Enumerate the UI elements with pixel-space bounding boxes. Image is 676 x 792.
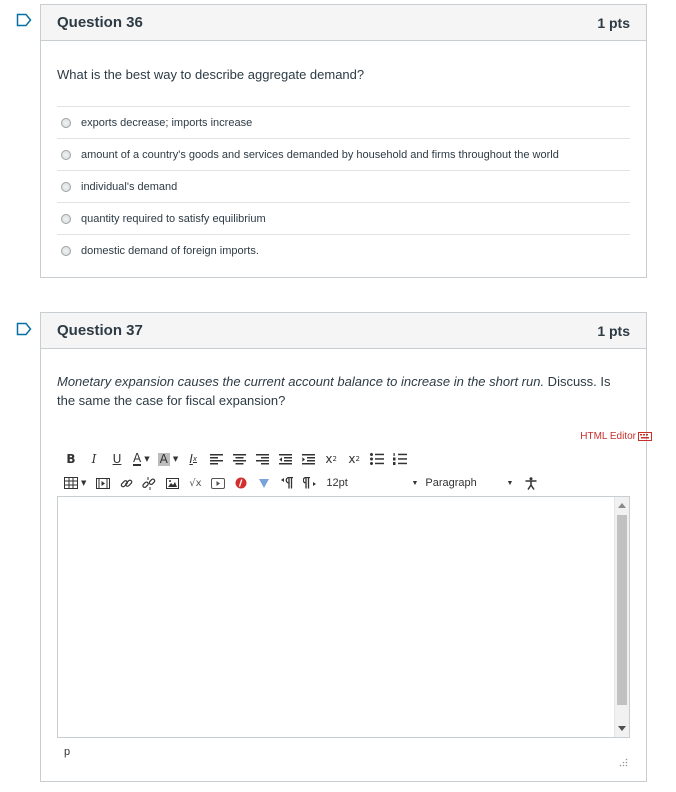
question-title: Question 37 [57,322,143,339]
rtl-paragraph-icon [303,477,317,489]
superscript-button[interactable]: x 2 [325,452,337,466]
indent-button[interactable] [301,450,315,468]
caret-down-icon: ▼ [172,455,179,463]
rtl-direction-button[interactable] [303,474,317,492]
unlink-button[interactable] [142,474,156,492]
caret-down-icon: ▼ [144,455,150,463]
resize-handle-icon[interactable] [618,754,628,764]
question-36-card [40,4,647,278]
ltr-paragraph-icon [280,477,294,489]
accessibility-icon [525,477,537,490]
block-format-select[interactable] [425,474,513,492]
clear-formatting-button[interactable]: I x [189,452,198,466]
radio-button[interactable] [61,150,71,160]
radio-button[interactable] [61,182,71,192]
unlink-icon [142,477,156,490]
bullet-list-button[interactable] [370,450,384,468]
link-button[interactable] [119,474,133,492]
heart-shield-icon [258,478,270,489]
video-icon [211,478,225,489]
keyboard-icon [638,432,652,441]
html-editor-label[interactable]: HTML Editor [580,431,636,442]
question-title: Question 36 [57,14,143,31]
font-size-select[interactable] [326,474,418,492]
table-button[interactable] [64,474,86,492]
subscript-button[interactable]: x 2 [348,452,360,466]
background-color-icon: A [159,451,168,466]
media-icon [96,478,110,489]
question-text-rest: Discuss. Is the same the case for fiscal expansion? [57,374,611,408]
background-color-button[interactable] [158,450,179,468]
question-points: 1 pts [597,322,630,339]
answer-label[interactable]: domestic demand of foreign imports. [81,244,259,257]
align-center-icon [233,454,246,465]
outdent-icon [279,454,292,465]
block-format-value: Paragraph [425,477,477,489]
record-icon [235,477,247,489]
question-points: 1 pts [597,14,630,31]
image-icon [166,478,179,489]
question-text: What is the best way to describe aggregate demand? [57,67,365,82]
align-left-button[interactable] [209,450,223,468]
rich-text-editor-area[interactable] [57,496,630,738]
outdent-button[interactable] [278,450,292,468]
record-media-button[interactable] [234,474,248,492]
editor-status-path[interactable]: p [64,746,71,758]
font-color-button[interactable] [133,450,150,468]
embed-video-button[interactable] [211,474,225,492]
clear-formatting-icon: I [189,452,193,466]
scroll-up-arrow-icon[interactable] [618,503,626,508]
accessibility-checker-button[interactable] [524,474,538,492]
numbered-list-button[interactable] [393,450,407,468]
caret-down-icon: ▼ [506,479,514,487]
editor-scrollbar[interactable] [614,497,629,737]
align-right-icon [256,454,269,465]
scroll-thumb[interactable] [617,515,627,705]
answer-label[interactable]: exports decrease; imports increase [81,116,253,129]
font-size-value: 12pt [326,477,348,489]
editor-toolbar-row-1 [64,449,416,469]
underline-button[interactable]: U [112,452,122,466]
answer-label[interactable]: quantity required to satisfy equilibrium [81,212,266,225]
question-text-italic: Monetary expansion causes the current account balance to increase in the short run. [57,374,545,389]
font-color-icon: A [133,451,142,465]
answer-option[interactable] [57,234,630,266]
table-icon [64,477,78,489]
bold-button[interactable]: B [66,452,76,466]
ltr-direction-button[interactable] [280,474,294,492]
editor-toolbar-row-2 [64,473,547,493]
align-center-button[interactable] [232,450,246,468]
apps-plugin-button[interactable] [257,474,271,492]
question-text [41,372,646,410]
numbered-list-icon [393,453,407,465]
radio-button[interactable] [61,246,71,256]
flag-question-icon[interactable] [16,322,32,336]
bullet-list-icon [370,453,384,465]
align-right-button[interactable] [255,450,269,468]
answer-option[interactable] [57,138,630,170]
superscript-icon: x [325,452,333,466]
italic-button[interactable]: I [91,452,97,466]
link-icon [120,477,133,490]
caret-down-icon: ▼ [411,479,419,487]
math-equation-button[interactable]: √x [189,477,202,489]
html-editor-link[interactable] [580,431,652,442]
answer-label[interactable]: individual's demand [81,180,178,193]
answer-option[interactable] [57,202,630,234]
answer-label[interactable]: amount of a country's goods and services demanded by household and firms throughout the world [81,148,559,161]
image-button[interactable] [165,474,179,492]
question-header [41,313,646,349]
media-button[interactable] [96,474,110,492]
radio-button[interactable] [61,214,71,224]
answer-option[interactable] [57,106,630,138]
radio-button[interactable] [61,118,71,128]
question-header [41,5,646,41]
caret-down-icon: ▼ [81,479,87,487]
flag-question-icon[interactable] [16,13,32,27]
answer-option[interactable] [57,170,630,202]
scroll-down-arrow-icon[interactable] [618,726,626,731]
indent-icon [302,454,315,465]
answer-list [57,106,630,266]
align-left-icon [210,454,223,465]
subscript-icon: x [348,452,356,466]
